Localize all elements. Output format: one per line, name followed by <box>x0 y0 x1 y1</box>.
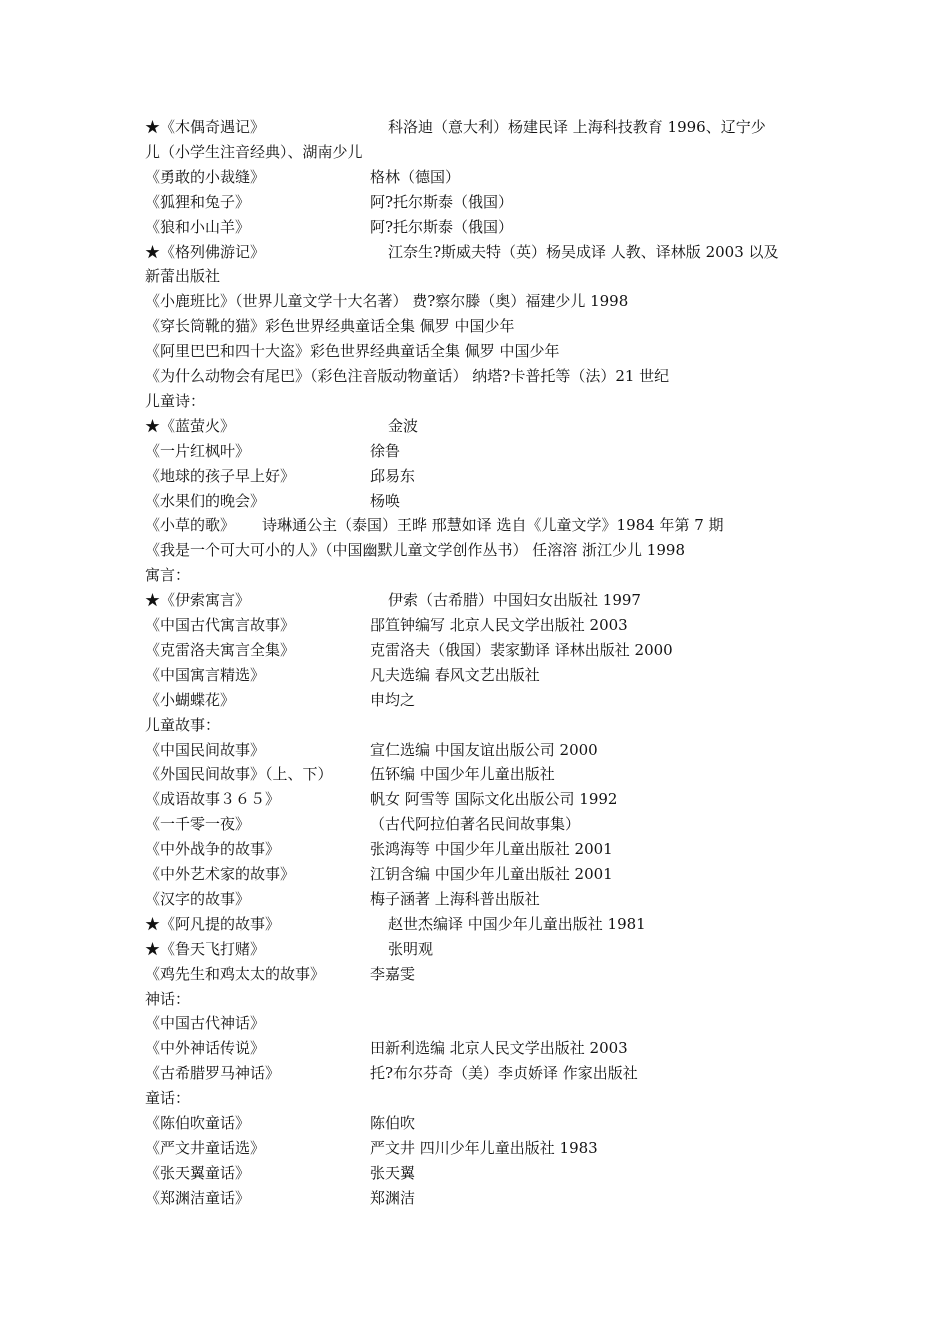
line-title: 《勇敢的小裁缝》 <box>145 167 266 186</box>
line-title: 《中外战争的故事》 <box>145 840 281 859</box>
line-title: ★《伊索寓言》 <box>145 591 251 610</box>
line-title: 《一千零一夜》 <box>145 815 251 834</box>
line-title: 《小草的歌》 <box>145 516 236 535</box>
text-line <box>145 190 815 215</box>
line-info: 金波 <box>388 416 419 435</box>
text-line <box>145 140 815 165</box>
line-info: 李嘉雯 <box>370 964 416 983</box>
line-info: 田新利选编 北京人民文学出版社 2003 <box>370 1039 628 1058</box>
line-info: 帆女 阿雪等 国际文化出版公司 1992 <box>370 790 618 809</box>
line-info: 科洛迪（意大利）杨建民译 上海科技教育 1996、辽宁少 <box>388 118 766 136</box>
text-line <box>145 464 815 489</box>
text-line <box>145 215 815 240</box>
line-title: 《古希腊罗马神话》 <box>145 1064 281 1083</box>
line-title: 《汉字的故事》 <box>145 889 251 908</box>
line-title: 儿童诗： <box>145 391 206 410</box>
line-info: 伊索（古希腊）中国妇女出版社 1997 <box>388 591 641 610</box>
line-info: 严文井 四川少年儿童出版社 1983 <box>370 1138 598 1157</box>
line-title: 《小鹿班比》（世界儿童文学十大名著） 费?察尔滕（奥）福建少儿 1998 <box>145 292 629 311</box>
text-line <box>145 489 815 514</box>
text-line <box>145 513 815 538</box>
line-title: ★《蓝萤火》 <box>145 416 236 435</box>
line-info: 凡夫选编 春风文艺出版社 <box>370 665 540 684</box>
text-line <box>145 563 815 588</box>
line-title: 《中外艺术家的故事》 <box>145 865 296 883</box>
line-title: 《严文井童话选》 <box>145 1138 266 1157</box>
line-title: 《郑渊洁童话》 <box>145 1188 251 1207</box>
line-info: 阿?托尔斯泰（俄国） <box>370 217 514 236</box>
text-line <box>145 538 815 563</box>
line-title: 《鸡先生和鸡太太的故事》 <box>145 964 326 983</box>
line-title: 《陈伯吹童话》 <box>145 1114 251 1132</box>
text-line <box>145 165 815 190</box>
line-info: 郘笪钟编写 北京人民文学出版社 2003 <box>370 616 628 634</box>
line-info: 阿?托尔斯泰（俄国） <box>370 192 514 211</box>
line-title: 《克雷洛夫寓言全集》 <box>145 640 296 659</box>
line-title: 《一片红枫叶》 <box>145 441 251 460</box>
text-line <box>145 1161 815 1186</box>
line-title: 《外国民间故事》（上、下） <box>145 765 333 784</box>
line-info: 申均之 <box>370 690 416 709</box>
text-line <box>145 862 815 887</box>
text-line <box>145 1036 815 1061</box>
line-title: 《小蝴蝶花》 <box>145 690 236 709</box>
line-title: 《中国古代寓言故事》 <box>145 616 296 634</box>
line-title: 《狼和小山羊》 <box>145 217 251 236</box>
text-line <box>145 713 815 738</box>
line-title: 《张天翼童话》 <box>145 1163 251 1182</box>
text-line <box>145 389 815 414</box>
line-title: 《地球的孩子早上好》 <box>145 466 296 485</box>
text-line <box>145 115 815 140</box>
text-line <box>145 1136 815 1161</box>
text-line <box>145 688 815 713</box>
line-title: 《中国民间故事》 <box>145 740 266 759</box>
text-line <box>145 1186 815 1211</box>
line-info: （古代阿拉伯著名民间故事集） <box>370 815 581 834</box>
text-line <box>145 762 815 787</box>
line-title: 儿（小学生注音经典）、湖南少儿 <box>145 142 363 161</box>
text-line <box>145 812 815 837</box>
text-line <box>145 912 815 937</box>
line-title: 神话： <box>145 989 191 1008</box>
text-line <box>145 240 815 265</box>
line-info: 江钥含编 中国少年儿童出版社 2001 <box>370 865 613 883</box>
text-line <box>145 414 815 439</box>
line-title: 《中外神话传说》 <box>145 1039 266 1058</box>
line-title: 新蕾出版社 <box>145 267 221 286</box>
line-title: ★《格列佛游记》 <box>145 242 266 261</box>
text-line <box>145 1061 815 1086</box>
line-title: 《为什么动物会有尾巴》（彩色注音版动物童话） 纳塔?卡普托等（法）21 世纪 <box>145 367 670 385</box>
line-info: 伍钚编 中国少年儿童出版社 <box>370 765 555 784</box>
line-title: 《阿里巴巴和四十大盗》彩色世界经典童话全集 佩罗 中国少年 <box>145 342 560 361</box>
text-line <box>145 613 815 638</box>
line-info: 徐鲁 <box>370 441 401 460</box>
text-line <box>145 787 815 812</box>
text-line <box>145 887 815 912</box>
text-line <box>145 339 815 364</box>
line-info: 张明观 <box>388 939 434 958</box>
line-info: 张鸿海等 中国少年儿童出版社 2001 <box>370 840 613 859</box>
line-title: 《穿长筒靴的猫》彩色世界经典童话全集 佩罗 中国少年 <box>145 317 515 336</box>
text-line <box>145 738 815 763</box>
line-info: 张天翼 <box>370 1163 416 1182</box>
text-line <box>145 937 815 962</box>
text-line <box>145 439 815 464</box>
line-info: 宣仁选编 中国友谊出版公司 2000 <box>370 740 598 759</box>
line-info: 郑渊洁 <box>370 1188 416 1207</box>
line-title: ★《鲁天飞打赌》 <box>145 939 266 958</box>
text-line <box>145 837 815 862</box>
line-title: ★《阿凡提的故事》 <box>145 914 281 933</box>
text-line <box>145 314 815 339</box>
text-line <box>145 289 815 314</box>
text-line <box>145 264 815 289</box>
line-title: 《成语故事３６５》 <box>145 790 281 809</box>
line-info: 托?布尔芬奇（美）李贞娇译 作家出版社 <box>370 1064 638 1083</box>
line-info: 克雷洛夫（俄国）裴家勤译 译林出版社 2000 <box>370 640 673 659</box>
line-info: 格林（德国） <box>370 167 461 186</box>
text-line <box>145 962 815 987</box>
text-line <box>145 364 815 389</box>
text-line <box>145 638 815 663</box>
line-title: 《我是一个可大可小的人》（中国幽默儿童文学创作丛书） 任溶溶 浙江少儿 1998 <box>145 541 685 560</box>
line-title: 《中国古代神话》 <box>145 1014 266 1033</box>
line-title: 儿童故事： <box>145 715 221 734</box>
text-line <box>145 1086 815 1111</box>
line-title: 《水果们的晚会》 <box>145 491 266 510</box>
line-info: 陈伯吹 <box>370 1114 416 1132</box>
text-line <box>145 987 815 1012</box>
line-title: 《狐狸和兔子》 <box>145 192 251 211</box>
line-info: 梅子涵著 上海科普出版社 <box>370 889 540 908</box>
line-info: 赵世杰编译 中国少年儿童出版社 1981 <box>388 914 646 933</box>
line-title: ★《木偶奇遇记》 <box>145 118 266 136</box>
text-line <box>145 1111 815 1136</box>
line-title: 童话： <box>145 1089 191 1108</box>
line-info: 邱易东 <box>370 466 416 485</box>
line-info: 诗琳通公主（泰国）王晔 邢慧如译 选自《儿童文学》1984 年第 7 期 <box>262 516 724 535</box>
text-line <box>145 588 815 613</box>
line-info: 杨唤 <box>370 491 401 510</box>
text-line <box>145 663 815 688</box>
line-title: 《中国寓言精选》 <box>145 665 266 684</box>
line-title: 寓言： <box>145 566 191 585</box>
line-info: 江奈生?斯威夫特（英）杨吴成译 人教、译林版 2003 以及 <box>388 242 779 261</box>
text-line <box>145 1011 815 1036</box>
